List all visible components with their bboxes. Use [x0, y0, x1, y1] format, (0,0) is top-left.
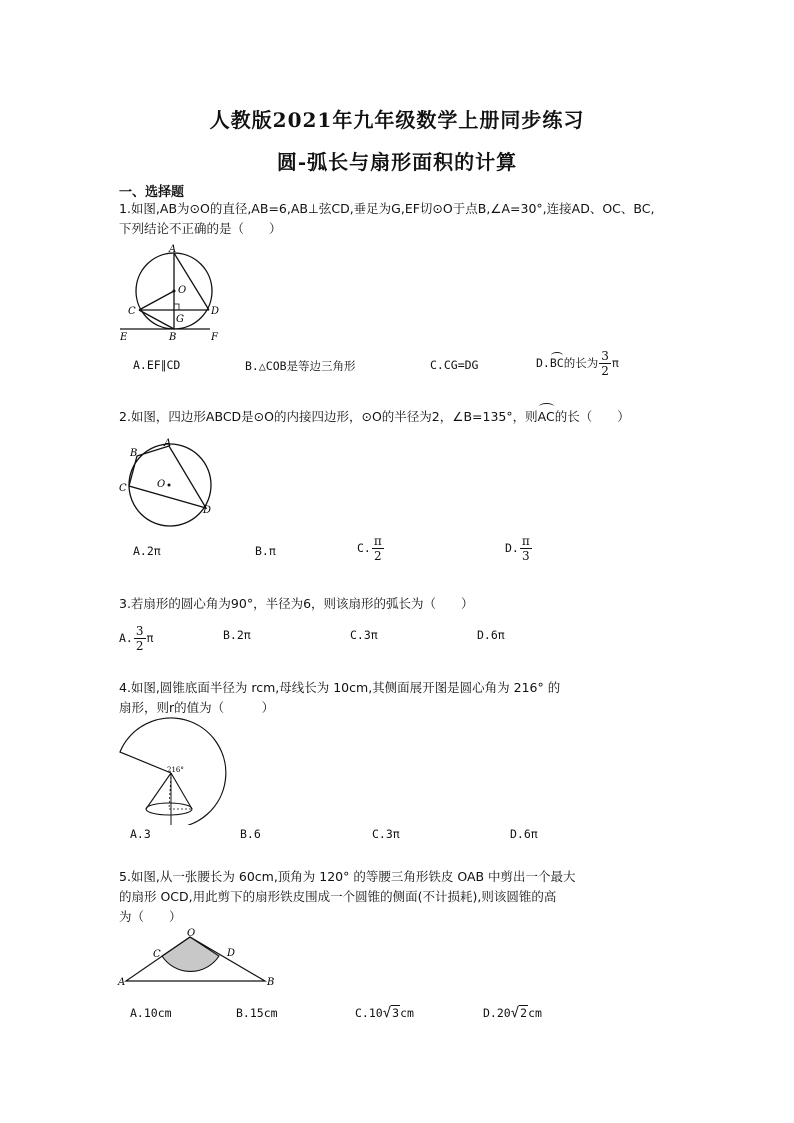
label-g: G [176, 314, 184, 325]
document-title: 人教版2021年九年级数学上册同步练习 [209, 108, 585, 132]
q5-option-c-prefix: C.10 [355, 1006, 383, 1020]
question-2-line: 2.如图，四边形ABCD是⊙O的内接四边形，⊙O的半径为2，∠B=135°，则 [119, 409, 538, 424]
question-4-figure [117, 717, 227, 825]
pi-symbol: π [611, 356, 619, 370]
q1-option-c[interactable]: C.CG=DG [430, 358, 479, 372]
q5-option-b[interactable]: B.15cm [236, 1006, 278, 1020]
radicand: 2 [520, 1006, 528, 1020]
q3-option-a[interactable] [119, 624, 153, 653]
label-d: D [203, 505, 212, 516]
q1-option-d-mid: 的长为 [563, 356, 599, 370]
label-d: D [211, 306, 220, 317]
question-5-line-2: 的扇形 OCD,用此剪下的扇形铁皮围成一个圆锥的侧面(不计损耗),则该圆锥的高 [119, 889, 557, 904]
label-b: B [130, 448, 138, 459]
radicand: 3 [392, 1006, 400, 1020]
q3-option-c[interactable]: C.3π [350, 628, 378, 642]
q5-option-d-prefix: D.20 [483, 1006, 511, 1020]
label-d: D [227, 948, 236, 959]
label-o: O [178, 285, 187, 296]
q4-option-d[interactable]: D.6π [510, 827, 538, 841]
center-dot [168, 484, 171, 487]
question-5-text [119, 867, 699, 927]
q1-option-a[interactable]: A.EF∥CD [133, 358, 181, 372]
center-dot [173, 290, 176, 293]
fraction: $\frac{\pi}{2}$ [373, 534, 382, 563]
question-5-line-1: 5.如图,从一张腰长为 60cm,顶角为 120° 的等腰三角形铁皮 OAB 中剪出一个最大 [119, 869, 576, 884]
sqrt-sign: √ [510, 1005, 520, 1021]
label-b: B [169, 332, 177, 343]
label-c: C [153, 949, 161, 960]
sector-ocd [162, 937, 219, 971]
pi-symbol: π [146, 631, 154, 645]
q4-option-c[interactable]: C.3π [372, 827, 400, 841]
document-subtitle: 圆-弧长与扇形面积的计算 [276, 150, 518, 174]
q2-option-c[interactable] [357, 534, 385, 563]
question-4-text [119, 678, 699, 718]
fraction: $\frac{3}{2}$ [135, 624, 144, 653]
angle-label: 216° [167, 766, 184, 774]
question-2-end: 的长（ ） [554, 409, 630, 424]
segment-oc [139, 291, 174, 310]
unit: cm [528, 1006, 542, 1020]
question-1-text [119, 199, 699, 239]
segment-bc [139, 310, 174, 329]
q1-option-d[interactable] [536, 349, 619, 378]
question-5-figure [117, 927, 282, 989]
fraction: $\frac{\pi}{3}$ [521, 534, 530, 563]
arc-bc: BC [549, 356, 564, 370]
q1-option-d-prefix: D. [536, 356, 550, 370]
q2-option-d[interactable] [505, 534, 533, 563]
label-e: E [120, 332, 128, 343]
label-c: C [119, 483, 127, 494]
label-o: O [157, 479, 166, 490]
question-4-line-1: 4.如图,圆锥底面半径为 rcm,母线长为 10cm,其侧面展开图是圆心角为 216° 的 [119, 680, 561, 695]
quadrilateral-abcd [129, 446, 206, 508]
label-c: C [128, 306, 136, 317]
arc-ac: AC [538, 407, 555, 427]
q5-option-c[interactable] [355, 1005, 414, 1021]
label-a: A [169, 244, 177, 255]
question-2-figure [117, 435, 217, 527]
segment-ad [174, 253, 209, 310]
question-1-figure [117, 244, 227, 344]
q5-option-a[interactable]: A.10cm [130, 1006, 172, 1020]
unit: cm [400, 1006, 414, 1020]
question-4-line-2: 扇形，则r的值为（ ） [119, 700, 275, 715]
q4-option-b[interactable]: B.6 [240, 827, 261, 841]
q1-option-b[interactable]: B.△COB是等边三角形 [245, 359, 356, 373]
q2-option-b[interactable]: B.π [255, 544, 276, 558]
q3-option-a-prefix: A. [119, 631, 133, 645]
right-angle-mark [174, 304, 179, 310]
fraction: $\frac{3}{2}$ [601, 349, 609, 378]
q3-option-b[interactable]: B.2π [223, 628, 251, 642]
question-2-text [119, 407, 699, 427]
sqrt-sign: √ [382, 1005, 392, 1021]
q5-option-d[interactable] [483, 1005, 542, 1021]
label-b: B [267, 977, 275, 988]
q3-option-d[interactable]: D.6π [477, 628, 505, 642]
question-1-line-2: 下列结论不正确的是（ ） [119, 221, 282, 236]
q2-option-c-prefix: C. [357, 541, 371, 555]
label-a: A [164, 438, 172, 449]
q2-option-a[interactable]: A.2π [133, 544, 161, 558]
section-heading: 一、选择题 [119, 185, 185, 200]
question-1-line-1: 1.如图,AB为⊙O的直径,AB=6,AB⊥弦CD,垂足为G,EF切⊙O于点B,∠A=30°,连接AD、OC、BC, [119, 201, 655, 216]
q4-option-a[interactable]: A.3 [130, 827, 151, 841]
label-f: F [211, 332, 218, 343]
question-5-line-3: 为（ ） [119, 909, 182, 924]
label-o: O [187, 928, 196, 939]
label-a: A [118, 977, 126, 988]
question-3-text: 3.若扇形的圆心角为90°，半径为6，则该扇形的弧长为（ ） [119, 596, 474, 611]
q2-option-d-prefix: D. [505, 541, 519, 555]
